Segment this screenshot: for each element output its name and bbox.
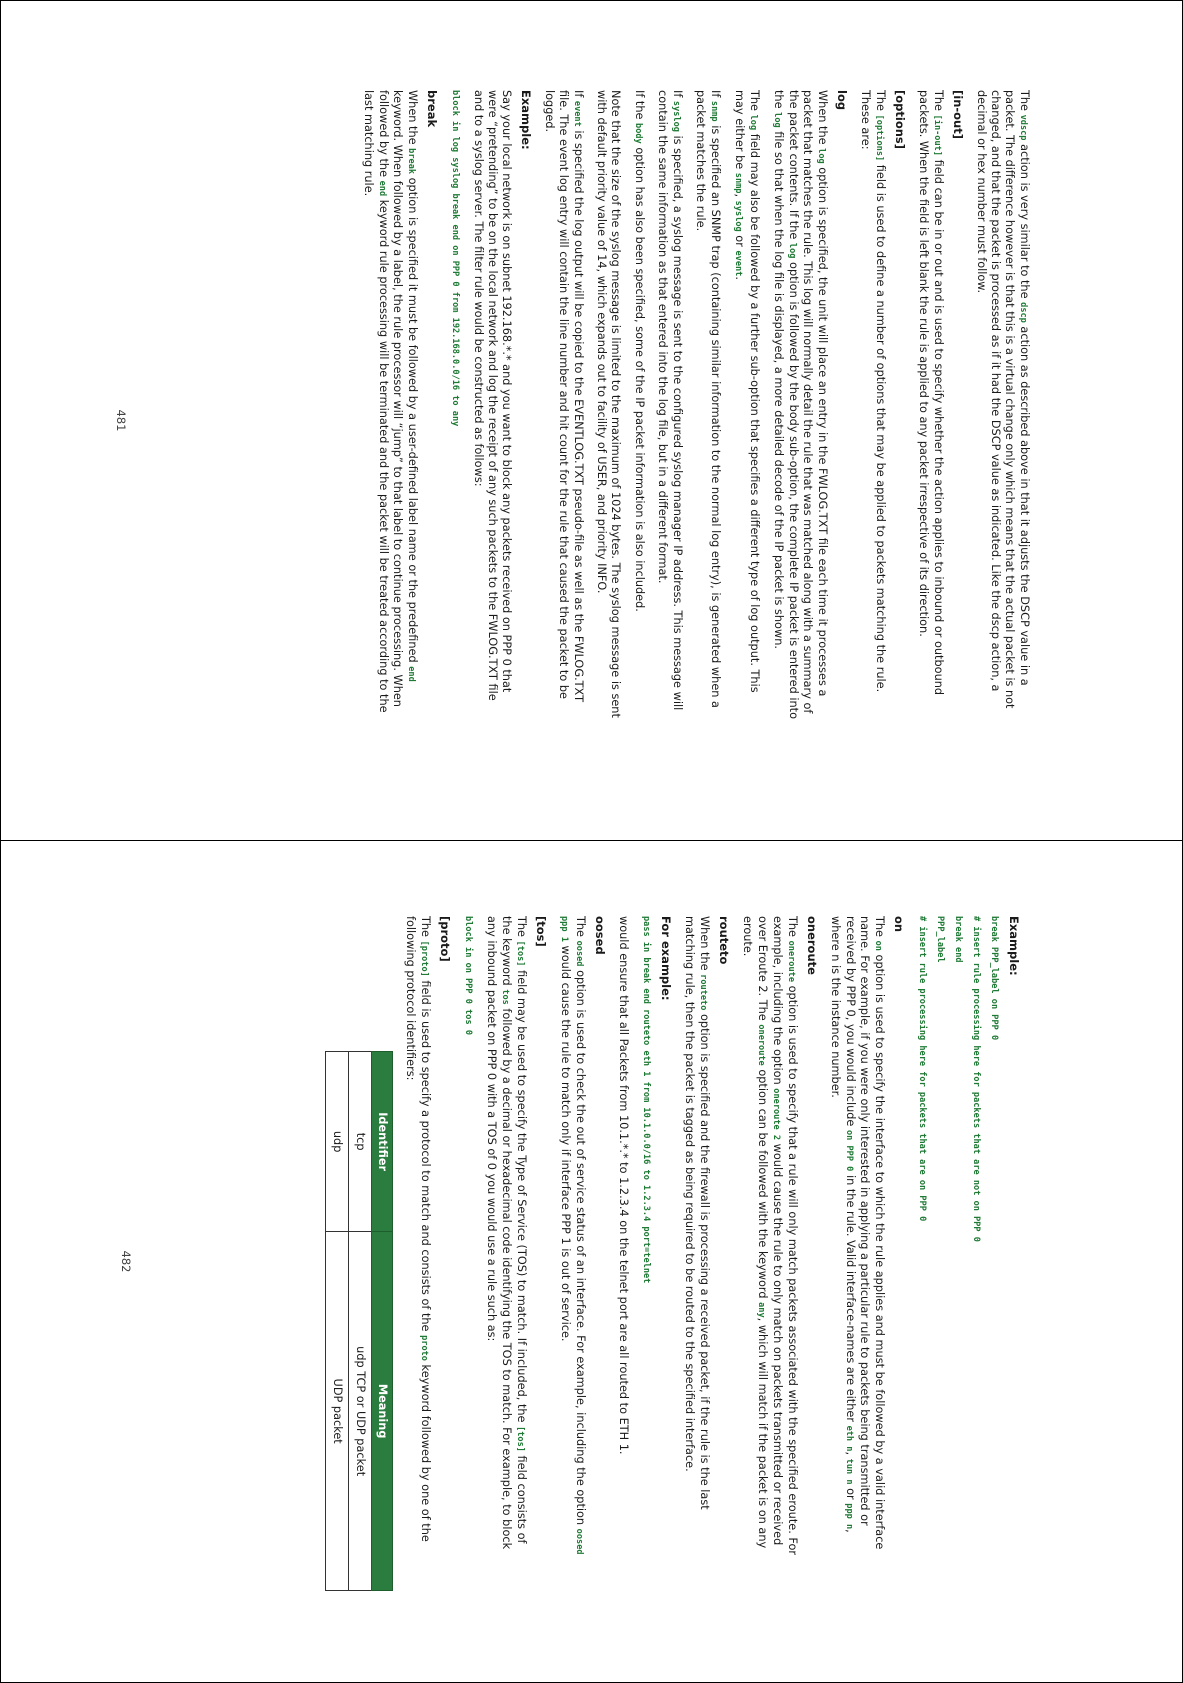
inline-code: oosed ppp 1 [559, 916, 584, 1555]
inline-code: [tos] [515, 1426, 525, 1452]
page-481 [0, 0, 1183, 841]
inline-code: ppp n [844, 1503, 854, 1530]
inline-code: snmp [709, 100, 719, 122]
inline-code: any [756, 1302, 766, 1318]
vdscp-paragraph: The vdscp action is very similar to the dscp action as described above in that it adjusts the DSCP value in a packet. The difference however is that this is a virtual change only which means that the actual packet is not changed, and that the packet is processed as if it had the DSCP value as indicated. Like the dscp action, a decimal or hex number must follow. [975, 90, 1031, 709]
proto-paragraph: The [proto] field is used to specify a protocol to match and consists of the proto keyword followed by one of the following protocol identifiers: [404, 916, 432, 1542]
routeto-heading: routeto [717, 916, 731, 965]
inline-code: syslog [733, 200, 743, 232]
routeto-code: pass in break end routeto eth 1 from 10.1.0.0/16 to 1.2.3.4 port=telnet [641, 916, 651, 1284]
inline-code: log [816, 148, 826, 164]
routeto-paragraph: When the routeto option is specified and the firewall is processing a received packet, if the rule is the last matching rule, then the packet is tagged as being required to be routed to the specified interface. [683, 916, 711, 1510]
inline-code: [options] [874, 114, 884, 162]
table-row [349, 1052, 372, 1591]
inline-code: on PPP 0 [844, 1129, 854, 1172]
inline-code: oosed [574, 940, 584, 967]
for-example-heading: For example: [659, 916, 673, 1001]
code-line: break end [953, 916, 963, 963]
page-number: 481 [114, 409, 128, 432]
code-line: # insert rule processing here for packets that are on PPP 0 [917, 916, 927, 1222]
inline-code: log [787, 242, 797, 259]
break-paragraph: When the break option is specified it must be followed by a user-defined label name or the predefined end keyword. When followed by a label, the rule processor will “jump” to that label to continue processing. When followed by the end keyword rule processing will be terminated and the packet will be treated according to the last matching rule. [362, 90, 419, 713]
routeto-paragraph-2: would ensure that all Packets from 10.1.*.* to 1.2.3.4 on the telnet port are all routed to ETH 1. [617, 916, 630, 1455]
inline-code: break [406, 148, 416, 175]
log-heading: log [835, 90, 849, 111]
log-paragraph-5: If the body option has also been specified, some of the IP packet information is also included. [633, 90, 646, 612]
page-number: 482 [119, 1250, 133, 1273]
log-paragraph-3: If snmp is specified an SNMP trap (containing similar information to the normal log entry), is generated when a packet matches the rule. [694, 90, 722, 708]
inline-code: log [772, 112, 782, 128]
inline-code: [in-out] [932, 114, 942, 157]
break-example-heading: Example: [1007, 916, 1021, 976]
inline-code: tun n [844, 1458, 854, 1485]
inline-code: [proto] [419, 940, 429, 977]
inline-code: log [748, 114, 758, 131]
table-header-row [372, 1052, 393, 1591]
log-paragraph-6: Note that the size of the syslog message is limited to the maximum of 1024 bytes. The syslog message is sent with default priority value of 14, which expands out to facility of USER, and priority INFO. [595, 90, 622, 718]
protocol-table [325, 1051, 393, 1591]
on-paragraph: The on option is used to specify the interface to which the rule applies and must be followed by a valid interface name. For example, if you were only interested in applying a particular rule to packets being transmitted or received by PPP 0, you would include on PPP 0 in the rule. Valid interface-names are either eth n, tun n or ppp n, where n is the instance number. [829, 916, 886, 1550]
code-line: # insert rule processing here for packets that are not on PPP 0 [971, 916, 981, 1242]
page-482-content [325, 916, 1021, 1556]
inline-code: event [733, 250, 743, 277]
oosed-paragraph: The oosed option is used to check the out of service status of an interface. For example, including the option oosed ppp 1 would cause the rule to match only if interface PPP 1 is out of service. [559, 916, 587, 1555]
inline-code: oneroute 2 [771, 1088, 781, 1141]
options-heading: [options] [893, 90, 907, 150]
table-cell: udp [326, 1052, 349, 1232]
tos-paragraph: The [tos] field may be used to specify the Type of Service (TOS) to match. If included, the [tos] field consists of the keyword tos followed by a decimal or hexadecimal code identifying the TOS to match. For example, to block any inbound packet on PPP 0 with a TOS of 0 you would use a rule such as: [485, 916, 528, 1550]
inline-code: body [633, 123, 643, 144]
log-paragraph-4: If syslog is specified, a syslog message is sent to the configured syslog manager IP address. This message will contain the same information as that entered into the log file, but in a different format. [656, 90, 684, 711]
tos-heading: [tos] [534, 916, 548, 947]
inline-code: proto [419, 1335, 429, 1361]
code-line: break PPP_label on PPP 0 [989, 916, 999, 1041]
page-481-content [352, 90, 1031, 720]
inline-code: on [873, 940, 883, 951]
log-paragraph-2: The log field may also be followed by a further sub-option that specifies a different type of log output. This may either be snmp, syslog or event. [733, 90, 761, 693]
inline-code: syslog [671, 100, 681, 132]
inline-code: routeto [698, 974, 708, 1011]
inline-code: vdscp [1018, 114, 1028, 141]
break-heading: break [425, 90, 439, 128]
oosed-heading: oosed [593, 916, 607, 955]
inline-code: snmp [733, 172, 743, 194]
log-paragraph-7: If event is specified the log output will be copied to the EVENTLOG.TXT pseudo-file as well as the FWLOG.TXT file. The event log entry will contain the line number and hit count for the rule that caused the packet to be logged. [543, 90, 585, 703]
table-cell: tcp [349, 1052, 372, 1232]
proto-heading: [proto] [438, 916, 452, 962]
inline-code: oneroute [786, 940, 796, 983]
inline-code: eth n [844, 1425, 854, 1452]
inline-code: end [406, 666, 416, 682]
options-paragraph: The [options] field is used to define a number of options that may be applied to packets matching the rule. These are: [859, 90, 887, 693]
inline-code: event [572, 100, 582, 127]
tos-code: block in on PPP 0 tos 0 [463, 916, 473, 1035]
column-header: Meaning [372, 1232, 393, 1591]
table-row [326, 1052, 349, 1591]
inline-code: end [377, 180, 387, 197]
inline-code: tos [500, 989, 510, 1005]
on-heading: on [892, 916, 906, 933]
page-482 [0, 841, 1183, 1682]
example-code: block in log syslog break end on PPP 0 from 192.168.0.0/16 to any [450, 90, 460, 427]
oneroute-paragraph: The oneroute option is used to specify that a rule will only match packets associated with the specified eroute. For example, including the option oneroute 2 would cause the rule to only match on packets transmitted or received over Eroute 2. The oneroute option can be followed with the keyword any, which will match if the packet is on any eroute. [741, 916, 799, 1556]
table-cell: udp TCP or UDP packet [349, 1232, 372, 1591]
inout-heading: [in-out] [951, 90, 965, 139]
inline-code: [tos] [515, 940, 525, 967]
oneroute-heading: oneroute [805, 916, 819, 975]
inline-code: dscp [1018, 302, 1028, 323]
code-line: PPP_label [935, 916, 945, 963]
log-paragraph-1: When the log option is specified, the unit will place an entry in the FWLOG.TXT file each time it processes a packet that matches the rule. This log will normally detail the rule that was matched along with a summary of the packet contents. If the log option is followed by the body sub-option, the complete IP packet is entered into the log file so that when the log file is displayed, a more detailed decode of the IP packet is shown. [772, 90, 829, 719]
inline-code: oneroute [756, 1024, 766, 1066]
example-heading: Example: [519, 90, 533, 150]
break-example-code [915, 916, 1001, 1556]
table-cell: UDP packet [326, 1232, 349, 1591]
column-header: Identifier [372, 1052, 393, 1232]
example-paragraph: Say your local network is on subnet 192.168.*.* and you want to block any packets received on PPP 0 that were “pretending” to be on the local network and log the receipt of any such packets to the FWLOG.TXT file and to a syslog server. The filter rule would be constructed as follows: [472, 90, 513, 701]
inout-paragraph: The [in-out] field can be in or out and is used to specify whether the action applies to inbound or outbound packets. When the field is left blank the rule is applied to any packet irrespective of its direction. [917, 90, 945, 696]
